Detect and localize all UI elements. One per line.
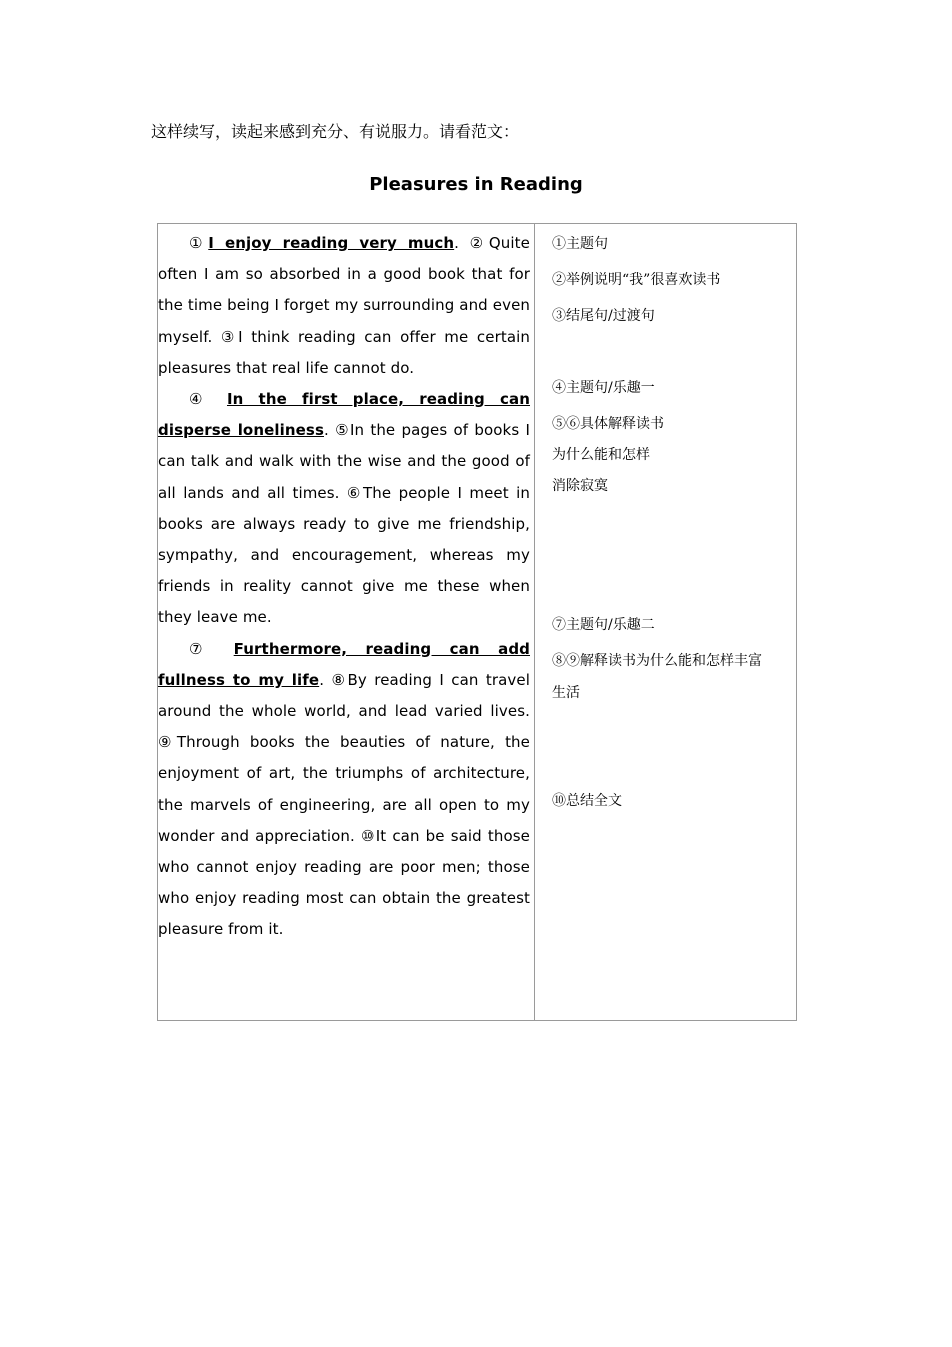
note-explain-fullness-2: 生活 xyxy=(552,685,580,701)
paragraph-3 xyxy=(158,634,530,946)
sentence-number: ① xyxy=(189,234,209,252)
note-conclusion: ⑩总结全文 xyxy=(552,793,622,809)
sentence-number: ⑦ xyxy=(189,639,234,658)
topic-sentence-1: I enjoy reading very much xyxy=(208,234,455,252)
essay-table xyxy=(157,223,797,1021)
note-explain-loneliness-2: 为什么能和怎样 xyxy=(552,447,650,463)
note-explain-fullness: ⑧⑨解释读书为什么能和怎样丰富 xyxy=(552,653,762,669)
note-example: ②举例说明“我”很喜欢读书 xyxy=(552,272,721,288)
paragraph-1 xyxy=(158,228,530,384)
note-explain-loneliness-3: 消除寂寞 xyxy=(552,478,608,494)
topic-sentence-3: Furthermore, reading can add fullness to my life xyxy=(158,639,530,689)
note-topic-sentence: ①主题句 xyxy=(552,236,608,252)
note-ending-sentence: ③结尾句/过渡句 xyxy=(552,308,655,324)
paragraph-text: . ②Quite often I am so absorbed in a good book that for the time being I forget my surrounding and even myself. ③I think reading can offer me certain pleasures that real life cannot do. xyxy=(158,234,530,377)
note-pleasure-one: ④主题句/乐趣一 xyxy=(552,380,655,396)
intro-text: 这样续写，读起来感到充分、有说服力。请看范文： xyxy=(151,122,520,141)
essay-title: Pleasures in Reading xyxy=(369,174,583,195)
sentence-number: ④ xyxy=(189,390,227,409)
essay-column xyxy=(158,228,530,946)
note-pleasure-two: ⑦主题句/乐趣二 xyxy=(552,617,655,633)
paragraph-text: . ⑤In the pages of books I can talk and walk with the wise and the good of all lands and all times. ⑥The people I meet in books are always ready to give me friendship, sympathy, and encouragement, whereas my friends in reality cannot give me these when they leave me. xyxy=(158,421,530,627)
note-explain-loneliness: ⑤⑥具体解释读书 xyxy=(552,416,664,432)
column-divider xyxy=(534,224,535,1020)
paragraph-2 xyxy=(158,384,530,634)
topic-sentence-2: In the first place, reading can disperse loneliness xyxy=(158,390,530,440)
paragraph-text: . ⑧By reading I can travel around the whole world, and lead varied lives. ⑨Through books the beauties of nature, the enjoyment of art, the triumphs of architecture, the marvels of engineering, are all open to my wonder and appreciation. ⑩It can be said those who cannot enjoy reading are poor men; those who enjoy reading most can obtain the greatest pleasure from it. xyxy=(158,670,530,939)
